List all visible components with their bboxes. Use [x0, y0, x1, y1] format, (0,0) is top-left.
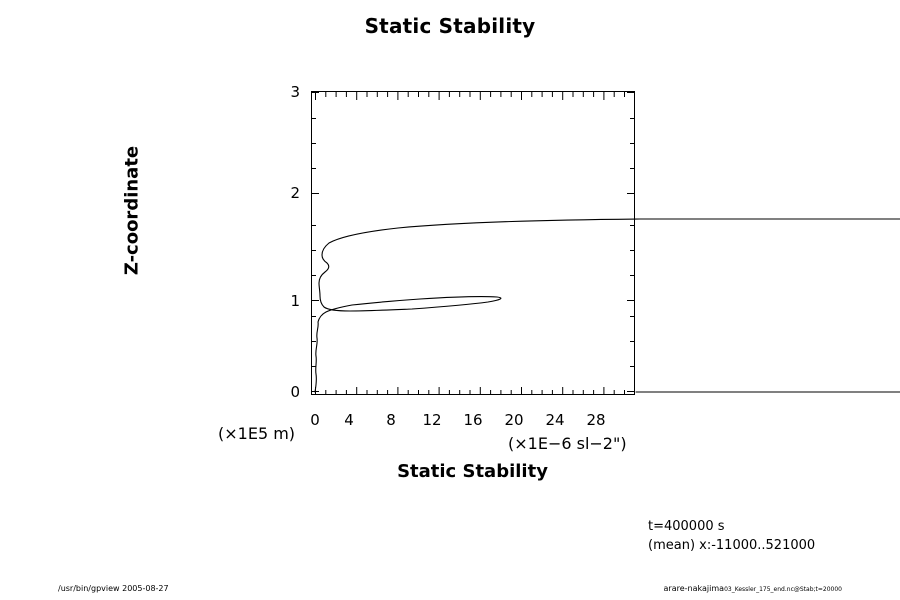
- footer-right-detail: 03_Kessler_175_end.nc@Stab;t=20000: [724, 586, 842, 593]
- footer-right-text: [664, 584, 842, 593]
- xtick-label-4: 4: [344, 411, 354, 429]
- plot-frame: [311, 91, 635, 395]
- ytick-label-1: 1: [290, 292, 300, 310]
- footer-right-main: arare-nakajima: [663, 584, 725, 593]
- xtick-label-24: 24: [545, 411, 565, 429]
- y-axis-units: (×1E5 m): [218, 424, 296, 443]
- ytick-label-0: 0: [290, 383, 300, 401]
- xtick-label-20: 20: [504, 411, 524, 429]
- ytick-label-3: 3: [290, 83, 300, 101]
- annotation-mean-range: (mean) x:-11000..521000: [648, 538, 816, 553]
- page-title: Static Stability: [364, 14, 536, 38]
- xtick-label-8: 8: [386, 411, 396, 429]
- xtick-label-28: 28: [586, 411, 606, 429]
- footer-left-text: /usr/bin/gpview 2005-08-27: [58, 584, 169, 593]
- x-axis-label: Static Stability: [397, 461, 548, 482]
- ytick-label-2: 2: [290, 184, 300, 202]
- xtick-label-0: 0: [310, 411, 320, 429]
- y-axis-label: Z-coordinate: [121, 145, 143, 276]
- annotation-time: t=400000 s: [648, 519, 725, 534]
- xtick-label-12: 12: [422, 411, 442, 429]
- x-axis-units: (×1E−6 sl−2"): [508, 434, 627, 453]
- xtick-label-16: 16: [463, 411, 483, 429]
